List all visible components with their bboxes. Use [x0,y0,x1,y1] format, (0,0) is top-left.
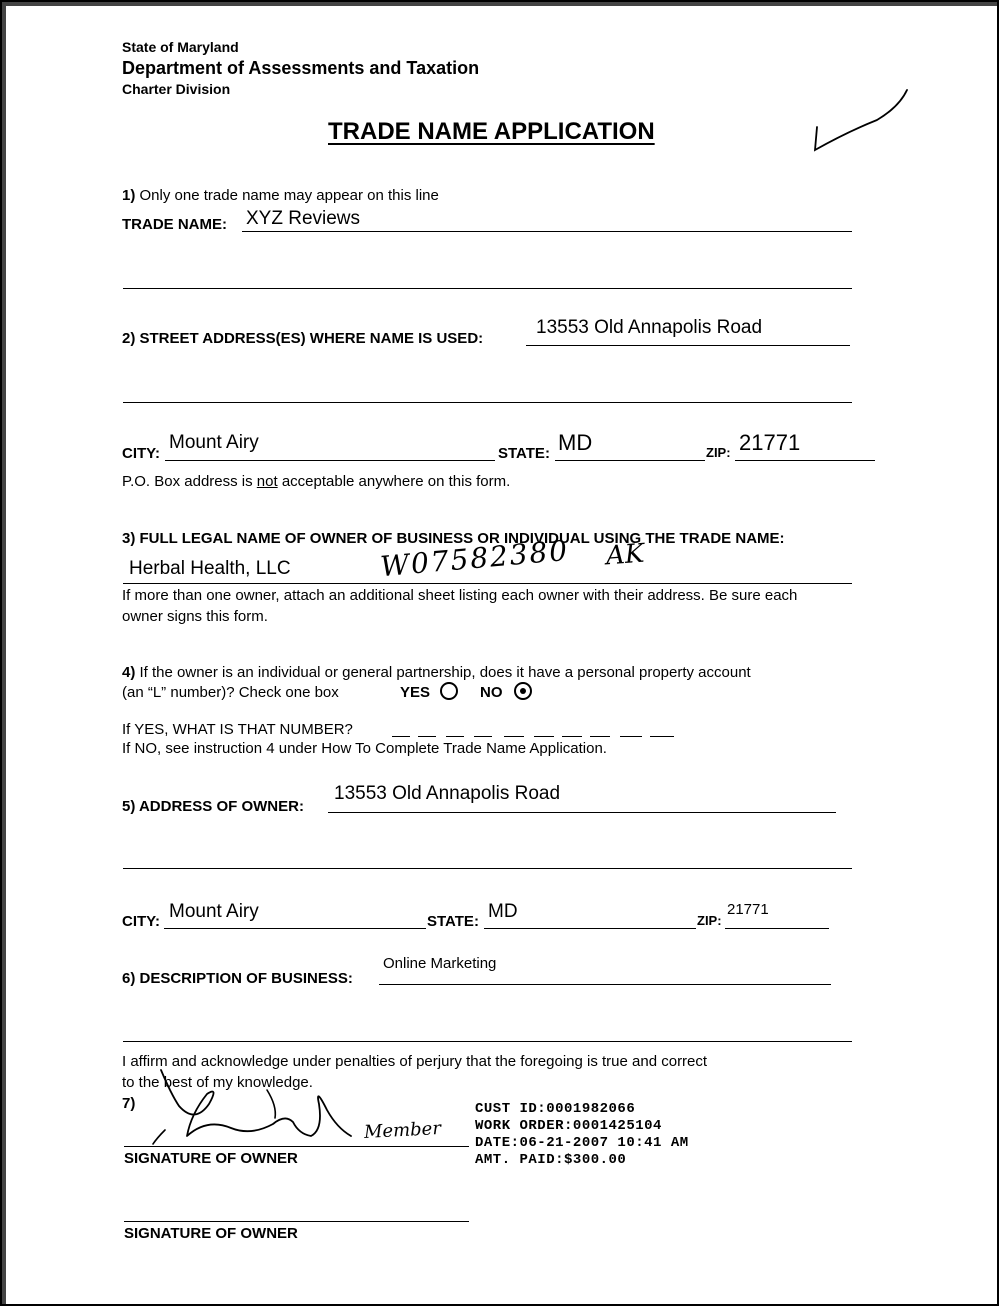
po-box-note: P.O. Box address is not acceptable anywhere on this form. [122,473,511,490]
stamp-work-order: WORK ORDER:0001425104 [475,1118,662,1134]
street-address-label: 2) STREET ADDRESS(ES) WHERE NAME IS USED: [122,330,484,347]
signature-label-2: SIGNATURE OF OWNER [124,1225,298,1242]
l-number-digit-3 [446,736,464,737]
owner-city-value[interactable]: Mount Airy [169,901,259,922]
signer-title: Member [363,1118,442,1143]
no-label: NO [480,684,503,701]
receipt-stamp [475,1101,689,1169]
q1-instruction: 1) Only one trade name may appear on this line [122,187,439,204]
city-label: CITY: [122,445,161,462]
multiple-owners-note: If more than one owner, attach an additional sheet listing each owner with their address. Be sure each [122,587,798,604]
multiple-owners-note-2: owner signs this form. [122,608,268,625]
signature-label-1: SIGNATURE OF OWNER [124,1150,298,1167]
owner-address-line [328,812,836,813]
stamp-date: DATE:06-21-2007 10:41 AM [475,1135,689,1151]
handwritten-initials: AK [605,538,646,572]
trade-name-value[interactable]: XYZ Reviews [246,208,361,229]
affirmation-text-2: to the best of my knowledge. [122,1074,313,1091]
owner-zip-line [725,928,829,929]
no-radio-selected-dot [520,688,526,694]
city-line [165,460,495,461]
l-number-digit-7 [562,736,582,737]
state-value[interactable]: MD [558,430,593,455]
business-description-label: 6) DESCRIPTION OF BUSINESS: [122,970,353,987]
l-number-digit-5 [504,736,524,737]
signature-line-1 [124,1146,469,1147]
division-name: Charter Division [122,81,231,97]
no-instruction-note: If NO, see instruction 4 under How To Complete Trade Name Application. [122,740,607,757]
stamp-amount-paid: AMT. PAID:$300.00 [475,1152,627,1168]
trade-name-label: TRADE NAME: [122,216,227,233]
check-mark-icon [807,82,917,157]
street-address-line-2 [123,402,852,403]
owner-address-value[interactable]: 13553 Old Annapolis Road [334,783,561,804]
state-line [555,460,705,461]
yes-radio[interactable] [440,682,458,700]
form-title: TRADE NAME APPLICATION [328,118,655,145]
section-7-number: 7) [122,1095,136,1112]
city-value[interactable]: Mount Airy [169,432,259,453]
yes-label: YES [400,684,431,701]
state-name: State of Maryland [122,39,239,55]
owner-city-line [164,928,426,929]
owner-zip-value[interactable]: 21771 [727,901,769,918]
state-label: STATE: [498,445,550,462]
street-address-value[interactable]: 13553 Old Annapolis Road [536,317,763,338]
owner-state-value[interactable]: MD [488,901,518,922]
owner-state-label: STATE: [427,913,479,930]
owner-legal-name-line [123,583,852,584]
department-name: Department of Assessments and Taxation [122,58,480,78]
zip-label: ZIP: [706,445,731,460]
l-number-digit-1 [392,736,410,737]
business-description-line-2 [123,1041,852,1042]
owner-zip-label: ZIP: [697,913,722,928]
zip-value[interactable]: 21771 [739,430,801,455]
owner-address-line-2 [123,868,852,869]
l-number-digit-9 [620,736,642,737]
owner-legal-name-value[interactable]: Herbal Health, LLC [129,558,291,579]
l-number-question: If YES, WHAT IS THAT NUMBER? [122,721,353,738]
property-account-question: 4) If the owner is an individual or general partnership, does it have a personal property account [122,664,751,681]
l-number-digit-6 [534,736,554,737]
owner-signature-icon [147,1064,362,1146]
street-address-line [526,345,850,346]
business-description-line [379,984,831,985]
owner-address-label: 5) ADDRESS OF OWNER: [122,798,304,815]
stamp-cust-id: CUST ID:0001982066 [475,1101,636,1117]
no-radio[interactable] [514,682,532,700]
l-number-digit-8 [590,736,610,737]
business-description-value[interactable]: Online Marketing [383,955,497,972]
handwritten-id-number: W07582380 [378,533,571,584]
owner-legal-name-label: 3) FULL LEGAL NAME OF OWNER OF BUSINESS OR INDIVIDUAL USING THE TRADE NAME: [122,530,785,547]
trade-name-line [242,231,852,232]
l-number-digit-4 [474,736,492,737]
trade-name-line-2 [123,288,852,289]
property-account-question-2: (an “L” number)? Check one box [122,684,339,701]
signature-line-2 [124,1221,469,1222]
owner-city-label: CITY: [122,913,161,930]
l-number-digit-2 [418,736,436,737]
l-number-digit-10 [650,736,674,737]
zip-line [735,460,875,461]
owner-state-line [484,928,696,929]
affirmation-text: I affirm and acknowledge under penalties of perjury that the foregoing is true and correct [122,1053,708,1070]
